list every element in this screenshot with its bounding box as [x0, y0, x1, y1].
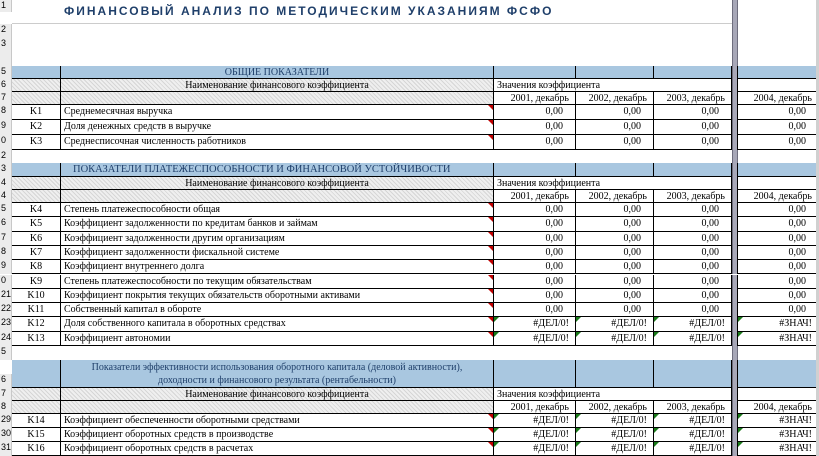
table-row [0, 232, 819, 246]
value-cell[interactable]: 0,00 [494, 246, 576, 260]
year-header[interactable]: 2001, декабрь [494, 190, 576, 203]
coefficient-name[interactable]: Собственный капитал в обороте [61, 303, 494, 317]
value-cell[interactable]: 0,00 [654, 275, 732, 289]
coefficient-code[interactable]: K7 [12, 246, 61, 260]
coefficient-code[interactable]: K6 [12, 232, 61, 246]
row-number: 8 [0, 246, 12, 260]
coefficient-code[interactable]: K14 [12, 414, 61, 428]
value-cell[interactable]: 0,00 [494, 203, 576, 217]
coefficient-code[interactable]: K5 [12, 217, 61, 231]
value-cell[interactable]: 0,00 [654, 260, 732, 274]
row-number: 0 [0, 135, 12, 150]
value-cell[interactable]: #ДЕЛ/0! [576, 317, 654, 331]
coefficient-name[interactable]: Коэффициент внутреннего долга [61, 260, 494, 274]
value-cell[interactable]: 0,00 [738, 275, 819, 289]
coefficient-name[interactable]: Среднесписочная численность работников [61, 135, 494, 150]
value-cell[interactable]: #ДЕЛ/0! [494, 332, 576, 346]
value-cell[interactable]: 0,00 [654, 203, 732, 217]
row-number: 8 [0, 105, 12, 120]
value-cell[interactable]: 0,00 [576, 275, 654, 289]
value-cell[interactable]: 0,00 [494, 303, 576, 317]
value-cell[interactable]: #ДЕЛ/0! [654, 414, 732, 428]
value-cell[interactable]: 0,00 [654, 120, 732, 135]
value-cell[interactable]: #ЗНАЧ! [738, 414, 819, 428]
year-header[interactable]: 2003, декабрь [654, 92, 732, 105]
table-row [0, 303, 819, 317]
row-number: 1 [0, 0, 12, 12]
sheet-title: ФИНАНСОВЫЙ АНАЛИЗ ПО МЕТОДИЧЕСКИМ УКАЗАНИЯМ ФСФО [64, 4, 554, 18]
value-cell[interactable]: 0,00 [738, 289, 819, 303]
value-cell[interactable]: #ДЕЛ/0! [576, 428, 654, 442]
value-cell[interactable]: #ДЕЛ/0! [654, 332, 732, 346]
coefficient-name[interactable]: Коэффициент задолженности фискальной системе [61, 246, 494, 260]
year-header[interactable]: 2003, декабрь [654, 401, 732, 414]
value-cell[interactable]: 0,00 [576, 120, 654, 135]
value-cell[interactable]: 0,00 [576, 105, 654, 120]
year-header[interactable]: 2003, декабрь [654, 190, 732, 203]
value-cell[interactable]: #ДЕЛ/0! [576, 332, 654, 346]
row-number: 23 [0, 317, 12, 331]
value-cell[interactable]: 0,00 [738, 303, 819, 317]
table-row [0, 414, 819, 428]
value-cell[interactable]: #ДЕЛ/0! [494, 428, 576, 442]
value-cell[interactable]: #ДЕЛ/0! [654, 317, 732, 331]
coefficient-name[interactable]: Коэффициент оборотных средств в производстве [61, 428, 494, 442]
coefficient-code[interactable]: K1 [12, 105, 61, 120]
row-number: 30 [0, 428, 12, 442]
table-row [0, 120, 819, 135]
value-cell[interactable]: 0,00 [576, 135, 654, 150]
coefficient-name[interactable]: Доля денежных средств в выручке [61, 120, 494, 135]
value-cell[interactable]: 0,00 [494, 135, 576, 150]
value-cell[interactable]: 0,00 [494, 232, 576, 246]
table-row [0, 135, 819, 150]
value-cell[interactable]: 0,00 [576, 232, 654, 246]
year-header[interactable]: 2002, декабрь [576, 92, 654, 105]
row-number: 9 [0, 260, 12, 274]
value-cell[interactable]: 0,00 [738, 232, 819, 246]
value-cell[interactable]: 0,00 [738, 120, 819, 135]
column-header-name[interactable]: Наименование финансового коэффициента [61, 388, 494, 401]
coefficient-name[interactable]: Коэффициент задолженности другим организациям [61, 232, 494, 246]
row-number: 0 [0, 275, 12, 289]
value-cell[interactable]: 0,00 [654, 232, 732, 246]
table-row [0, 289, 819, 303]
year-header[interactable]: 2004, декабрь [738, 92, 819, 105]
value-cell[interactable]: #ЗНАЧ! [738, 442, 819, 456]
value-cell[interactable]: 0,00 [654, 135, 732, 150]
value-cell[interactable]: 0,00 [654, 105, 732, 120]
value-cell[interactable]: #ДЕЛ/0! [494, 317, 576, 331]
row-number: 24 [0, 332, 12, 346]
year-header[interactable]: 2002, декабрь [576, 401, 654, 414]
value-cell[interactable]: #ДЕЛ/0! [654, 442, 732, 456]
coefficient-name[interactable]: Доля собственного капитала в оборотных средствах [61, 317, 494, 331]
year-header[interactable]: 2002, декабрь [576, 190, 654, 203]
value-cell[interactable]: 0,00 [738, 105, 819, 120]
coefficient-code[interactable]: K2 [12, 120, 61, 135]
coefficient-code[interactable]: K3 [12, 135, 61, 150]
column-header-name[interactable]: Наименование финансового коэффициента [61, 177, 494, 190]
row-number: 29 [0, 414, 12, 428]
table-row [0, 442, 819, 456]
value-cell[interactable]: 0,00 [738, 246, 819, 260]
coefficient-name[interactable]: Степень платежеспособности общая [61, 203, 494, 217]
table-row [0, 246, 819, 260]
value-cell[interactable]: 0,00 [576, 289, 654, 303]
value-cell[interactable]: 0,00 [576, 303, 654, 317]
coefficient-code[interactable]: K8 [12, 260, 61, 274]
table-row [0, 428, 819, 442]
section-title[interactable]: ОБЩИЕ ПОКАЗАТЕЛИ [61, 66, 494, 79]
section-title-line1: Показатели эффективности использования оборотного капитала (деловой активности), [91, 362, 463, 373]
row-number: 5 [0, 203, 12, 217]
table-row [0, 203, 819, 217]
value-cell[interactable]: #ЗНАЧ! [738, 332, 819, 346]
value-cell[interactable]: 0,00 [576, 246, 654, 260]
row-number: 9 [0, 120, 12, 135]
value-cell[interactable]: 0,00 [654, 303, 732, 317]
value-cell[interactable]: 0,00 [576, 203, 654, 217]
column-header-values[interactable]: Значения коэффициента [494, 388, 654, 401]
value-cell[interactable]: 0,00 [576, 217, 654, 231]
value-cell[interactable]: 0,00 [654, 246, 732, 260]
table-row [0, 217, 819, 231]
column-header-values[interactable]: Значения коэффициента [494, 79, 654, 92]
row-number: 22 [0, 303, 12, 317]
value-cell[interactable]: 0,00 [494, 120, 576, 135]
table-row [0, 105, 819, 120]
value-cell[interactable]: 0,00 [738, 135, 819, 150]
table-row [0, 275, 819, 289]
column-header-name[interactable]: Наименование финансового коэффициента [61, 79, 494, 92]
coefficient-code[interactable]: K11 [12, 303, 61, 317]
value-cell[interactable]: #ДЕЛ/0! [576, 414, 654, 428]
value-cell[interactable]: #ЗНАЧ! [738, 428, 819, 442]
title-row [0, 0, 819, 24]
coefficient-code[interactable]: K9 [12, 275, 61, 289]
row-number: 21 [0, 289, 12, 303]
section-title-line2: доходности и финансового результата (рентабельности) [157, 375, 396, 386]
value-cell[interactable]: #ДЕЛ/0! [654, 428, 732, 442]
row-number: 6 [0, 217, 12, 231]
column-header-values[interactable]: Значения коэффициента [494, 177, 654, 190]
section-header: 6 Показатели эффективности использования оборотного капитала (деловой активности), доходности и финансового результата (рентабельности) [0, 360, 819, 388]
coefficient-name[interactable]: Коэффициент покрытия текущих обязательств оборотными активами [61, 289, 494, 303]
table-row [0, 317, 819, 331]
section-header: 3 ПОКАЗАТЕЛИ ПЛАТЕЖЕСПОСОБНОСТИ И ФИНАНСОВОЙ УСТОЙЧИВОСТИ [0, 163, 819, 177]
coefficient-name[interactable]: Коэффициент автономии [61, 332, 494, 346]
year-header[interactable]: 2004, декабрь [738, 190, 819, 203]
coefficient-code[interactable]: K15 [12, 428, 61, 442]
section-header: 5 ОБЩИЕ ПОКАЗАТЕЛИ [0, 66, 819, 79]
section-title[interactable]: ПОКАЗАТЕЛИ ПЛАТЕЖЕСПОСОБНОСТИ И ФИНАНСОВОЙ УСТОЙЧИВОСТИ [61, 163, 494, 177]
coefficient-code[interactable]: K16 [12, 442, 61, 456]
year-header[interactable]: 2004, декабрь [738, 401, 819, 414]
coefficient-code[interactable]: K10 [12, 289, 61, 303]
coefficient-name[interactable]: Коэффициент задолженности по кредитам банков и займам [61, 217, 494, 231]
coefficient-code[interactable]: K13 [12, 332, 61, 346]
value-cell[interactable]: #ЗНАЧ! [738, 317, 819, 331]
value-cell[interactable]: 0,00 [494, 105, 576, 120]
value-cell[interactable]: 0,00 [654, 289, 732, 303]
value-cell[interactable]: 0,00 [738, 217, 819, 231]
value-cell[interactable]: 0,00 [576, 260, 654, 274]
coefficient-code[interactable]: K4 [12, 203, 61, 217]
coefficient-name[interactable]: Степень платежеспособности по текущим обязательствам [61, 275, 494, 289]
value-cell[interactable]: 0,00 [654, 217, 732, 231]
row-number: 7 [0, 232, 12, 246]
value-cell[interactable]: 0,00 [738, 260, 819, 274]
coefficient-name[interactable]: Коэффициент обеспеченности оборотными средствами [61, 414, 494, 428]
year-header[interactable]: 2001, декабрь [494, 92, 576, 105]
value-cell[interactable]: #ДЕЛ/0! [494, 442, 576, 456]
value-cell[interactable]: 0,00 [494, 289, 576, 303]
value-cell[interactable]: 0,00 [494, 260, 576, 274]
table-row [0, 260, 819, 274]
year-header[interactable]: 2001, декабрь [494, 401, 576, 414]
value-cell[interactable]: #ДЕЛ/0! [576, 442, 654, 456]
coefficient-name[interactable]: Коэффициент оборотных средств в расчетах [61, 442, 494, 456]
coefficient-name[interactable]: Среднемесячная выручка [61, 105, 494, 120]
spreadsheet: 1 ФИНАНСОВЫЙ АНАЛИЗ ПО МЕТОДИЧЕСКИМ УКАЗАНИЯМ ФСФО 2 3 5 ОБЩИЕ ПОКАЗАТЕЛИ 6 Наименование финансового коэффициента Значения коэффициента 7 2001, декабрь 2002, декабрь 2003, декабрь 2004, декабрь 8 K1 Среднемесячная выручка 0,00 0,00 0,00 0,00 9 K2 Доля денежных средств в выручке 0,00 0,00 0,00 0,00 0 K3 Среднесписочная численность работников 0,00 0,00 0,00 0,00 2 3 ПОКАЗАТЕЛИ ПЛАТЕЖЕСПОСОБНОСТИ И ФИНАНСОВОЙ УСТОЙЧИВОСТИ 4 Наименование финансового коэффициента Значения коэффициента 4 2001, декабрь 2002, декабрь 2003, декабрь 2004, декабрь 5 K4 Степень платежеспособности общая 0,00 0,00 0,00 0,00 6 K5 Коэффициент задолженности по кредитам банков и займам 0,00 0,00 0,00 0,00 7 K6 Коэффициент задолженности другим организациям 0,00 0,00 0,00 0,00 8 K7 Коэффициент задолженности фискальной системе 0,00 0,00 0,00 0,00 9 K8 Коэффициент внутреннего долга 0,00 0,00 0,00 0,00 0 K9 Степень платежеспособности по текущим обязательствам 0,00 0,00 0,00 0,00 21 K10 Коэффициент покрытия текущих обязательств оборотными активами 0,00 0,00 0,00 0,00 22 K11 Собственный капитал в обороте 0,00 0,00 0,00 0,00 23 K12 Доля собственного капитала в оборотных средствах #ДЕЛ/0! #ДЕЛ/0! #ДЕЛ/0! #ЗНАЧ! 24 K13 Коэффициент автономии #ДЕЛ/0! #ДЕЛ/0! #ДЕЛ/0! #ЗНАЧ! 5 6 Показатели эффективности использования оборотного капитала (деловой активности), доходности и финансового результата (рентабельности) 7 Наименование финансового коэффициента Значения коэффициента 8 2001, декабрь 2002, декабрь 2003, декабрь 2004, декабрь 29 K14 Коэффициент обеспеченности оборотными средствами #ДЕЛ/0! #ДЕЛ/0! #ДЕЛ/0! #ЗНАЧ! 30 K15 Коэффициент оборотных средств в производстве #ДЕЛ/0! #ДЕЛ/0! #ДЕЛ/0! #ЗНАЧ! 31 K16 Коэффициент оборотных средств в расчетах #ДЕЛ/0! #ДЕЛ/0! #ДЕЛ/0! #ЗНАЧ! [0, 0, 819, 456]
value-cell[interactable]: 0,00 [494, 275, 576, 289]
value-cell[interactable]: 0,00 [494, 217, 576, 231]
table-row [0, 332, 819, 346]
row-number: 31 [0, 442, 12, 456]
coefficient-code[interactable]: K12 [12, 317, 61, 331]
value-cell[interactable]: #ДЕЛ/0! [494, 414, 576, 428]
value-cell[interactable]: 0,00 [738, 203, 819, 217]
